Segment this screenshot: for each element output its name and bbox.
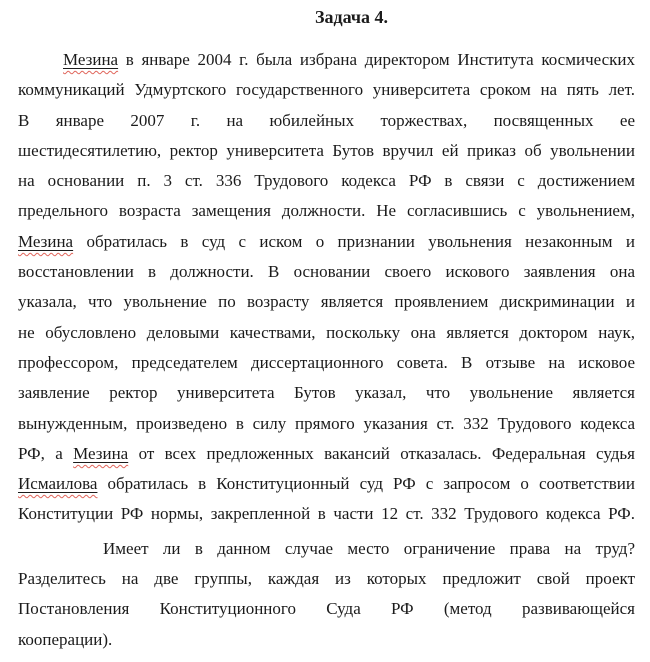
line-text: в январе 2004 г. была избрана директором Института космических [118, 50, 635, 69]
line-text: обратилась в суд с иском о признании увольнения незаконным и [73, 231, 635, 251]
text-line: кооперации). [18, 629, 113, 649]
paragraph-question [18, 534, 635, 655]
text-line: Разделитесь на две группы, каждая из которых предложит свой проект [18, 569, 635, 589]
text-line: В январе 2007 г. на юбилейных торжествах, посвященных ее [18, 110, 635, 130]
text-line: Конституции РФ нормы, закрепленной в части 12 ст. 332 Трудового кодекса РФ. [18, 504, 635, 524]
text-line: указала, что увольнение по возрасту является проявлением дискриминации и [18, 292, 635, 312]
text-line [18, 227, 635, 257]
text-line [18, 469, 635, 499]
text-line: восстановлении в должности. В основании своего искового заявления она [18, 262, 635, 282]
text-line: Постановления Конституционного Суда РФ (метод развивающейся [18, 599, 635, 619]
task-title: Задача 4. [314, 7, 389, 27]
text-line: Имеет ли в данном случае место ограничение права на труд? [103, 538, 635, 558]
line-text: обратилась в Конституционный суд РФ с запросом о соответствии [97, 474, 635, 494]
text-line: заявление ректор университета Бутов указал, что увольнение является [18, 383, 635, 403]
text-line [18, 439, 635, 469]
misspelled-name: Мезина [63, 50, 119, 69]
text-line: вынужденным, произведено в силу прямого указания ст. 332 Трудового кодекса [18, 413, 635, 433]
text-line: шестидесятилетию, ректор университета Бутов вручил ей приказ об увольнении [18, 140, 635, 160]
paragraph-case [18, 45, 635, 530]
misspelled-name: Мезина [18, 231, 74, 251]
misspelled-name: Мезина [73, 443, 129, 463]
misspelled-name: Исмаилова [18, 474, 98, 494]
line-text: РФ, а [18, 443, 74, 463]
text-line: коммуникаций Удмуртского государственного университета сроком на пять лет. [18, 80, 635, 100]
text-line: предельного возраста замещения должности. Не согласившись с увольнением, [18, 201, 635, 221]
text-line: профессором, председателем диссертационного совета. В отзыве на исковое [18, 352, 635, 372]
text-line [18, 45, 635, 75]
text-line: не обусловлено деловыми качествами, поскольку она является доктором наук, [18, 322, 635, 342]
line-text: от всех предложенных вакансий отказалась. Федеральная судья [128, 443, 636, 463]
text-line: на основании п. 3 ст. 336 Трудового кодекса РФ в связи с достижением [18, 171, 635, 191]
